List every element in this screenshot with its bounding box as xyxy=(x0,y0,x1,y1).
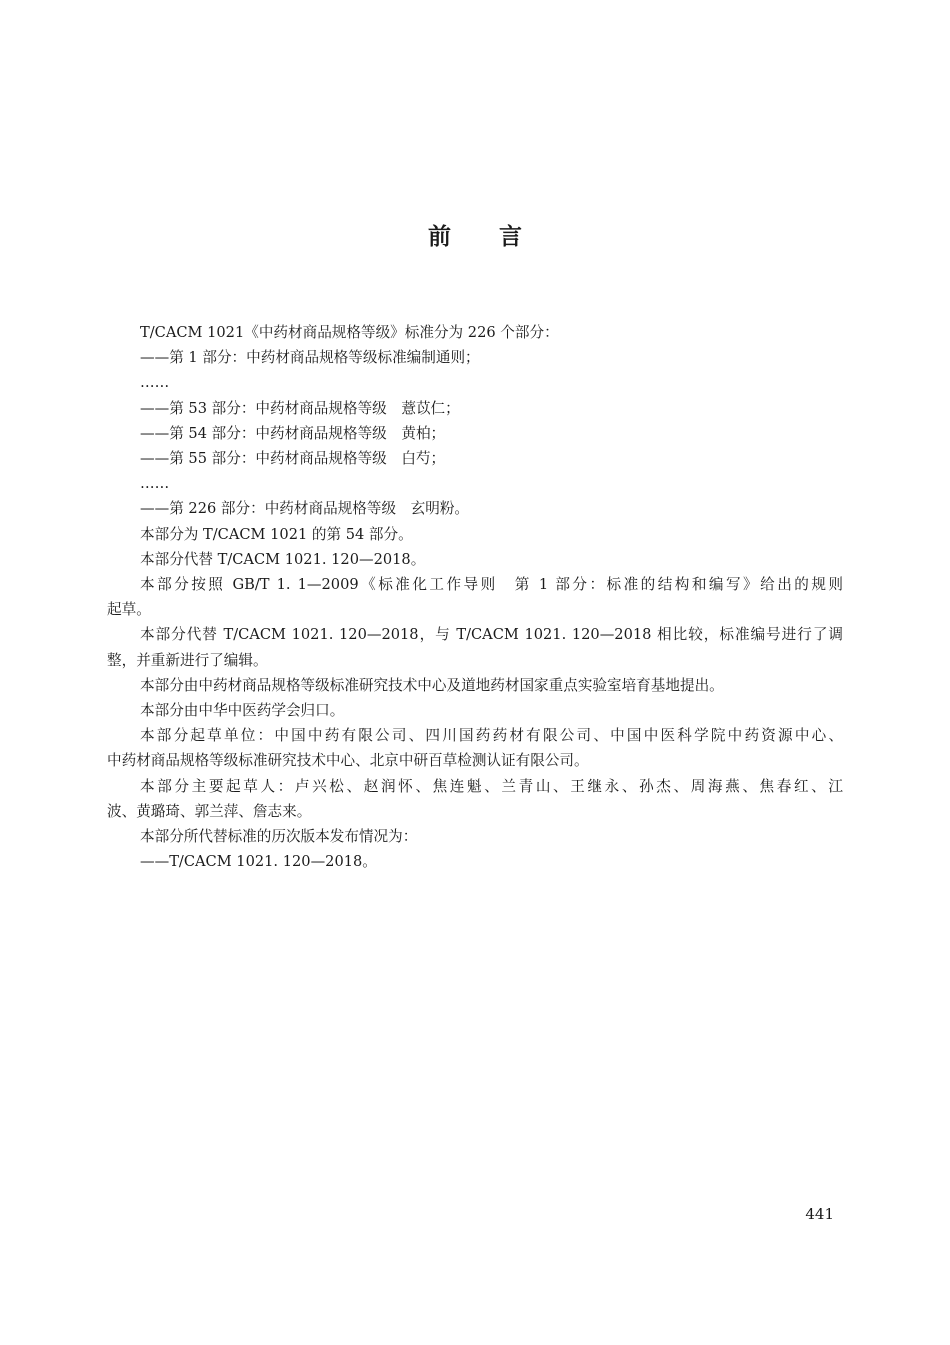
paragraph-proposed-by: 本部分由中药材商品规格等级标准研究技术中心及道地药材国家重点实验室培育基地提出。 xyxy=(140,676,724,694)
paragraph-part-1: ——第 1 部分：中药材商品规格等级标准编制通则； xyxy=(140,349,480,367)
paragraph-this-part: 本部分为 T/CACM 1021 的第 54 部分。 xyxy=(140,525,413,543)
paragraph-ellipsis-1: …… xyxy=(140,374,170,392)
paragraph-drafting-units xyxy=(107,723,843,773)
paragraph-version-history: 本部分所代替标准的历次版本发布情况为： xyxy=(140,828,418,846)
paragraph-parts-intro: T/CACM 1021《中药材商品规格等级》标准分为 226 个部分： xyxy=(140,324,559,341)
paragraph-part-54: ——第 54 部分：中药材商品规格等级 黄柏； xyxy=(140,424,446,442)
paragraph-ellipsis-2: …… xyxy=(140,475,170,493)
paragraph-centralized-by: 本部分由中华中医药学会归口。 xyxy=(140,702,345,720)
title-char-1: 前 xyxy=(428,224,451,250)
paragraph-supersedes: 本部分代替 T/CACM 1021. 120—2018。 xyxy=(140,550,426,568)
paragraph-part-226: ——第 226 部分：中药材商品规格等级 玄明粉。 xyxy=(140,500,470,518)
paragraph-version-history-item: ——T/CACM 1021. 120—2018。 xyxy=(140,853,377,871)
paragraph-changes xyxy=(107,622,843,672)
drafting-rules-line-2: 起草。 xyxy=(107,601,151,619)
paragraph-drafting-rules xyxy=(107,572,843,622)
main-drafters-line-2: 波、黄璐琦、郭兰萍、詹志来。 xyxy=(107,802,312,820)
drafting-units-line-2: 中药材商品规格等级标准研究技术中心、北京中研百草检测认证有限公司。 xyxy=(107,752,589,770)
title-char-2: 言 xyxy=(499,224,522,250)
foreword-body xyxy=(107,320,843,874)
drafting-units-line-1: 本部分起草单位：中国中药有限公司、四川国药药材有限公司、中国中医科学院中药资源中心、 xyxy=(140,727,843,745)
paragraph-part-53: ——第 53 部分：中药材商品规格等级 薏苡仁； xyxy=(140,399,460,417)
drafting-rules-line-1: 本部分按照 GB/T 1. 1—2009《标准化工作导则 第 1 部分：标准的结构和编写》给出的规则 xyxy=(140,576,843,594)
changes-line-2: 整，并重新进行了编辑。 xyxy=(107,651,268,669)
page-number: 441 xyxy=(805,1205,834,1223)
main-drafters-line-1: 本部分主要起草人：卢兴松、赵润怀、焦连魁、兰青山、王继永、孙杰、周海燕、焦春红、江 xyxy=(140,777,843,795)
changes-line-1: 本部分代替 T/CACM 1021. 120—2018，与 T/CACM 1021. 120—2018 相比较，标准编号进行了调 xyxy=(140,626,843,644)
paragraph-main-drafters xyxy=(107,774,843,824)
paragraph-part-55: ——第 55 部分：中药材商品规格等级 白芍； xyxy=(140,450,446,468)
page-title xyxy=(0,218,950,251)
